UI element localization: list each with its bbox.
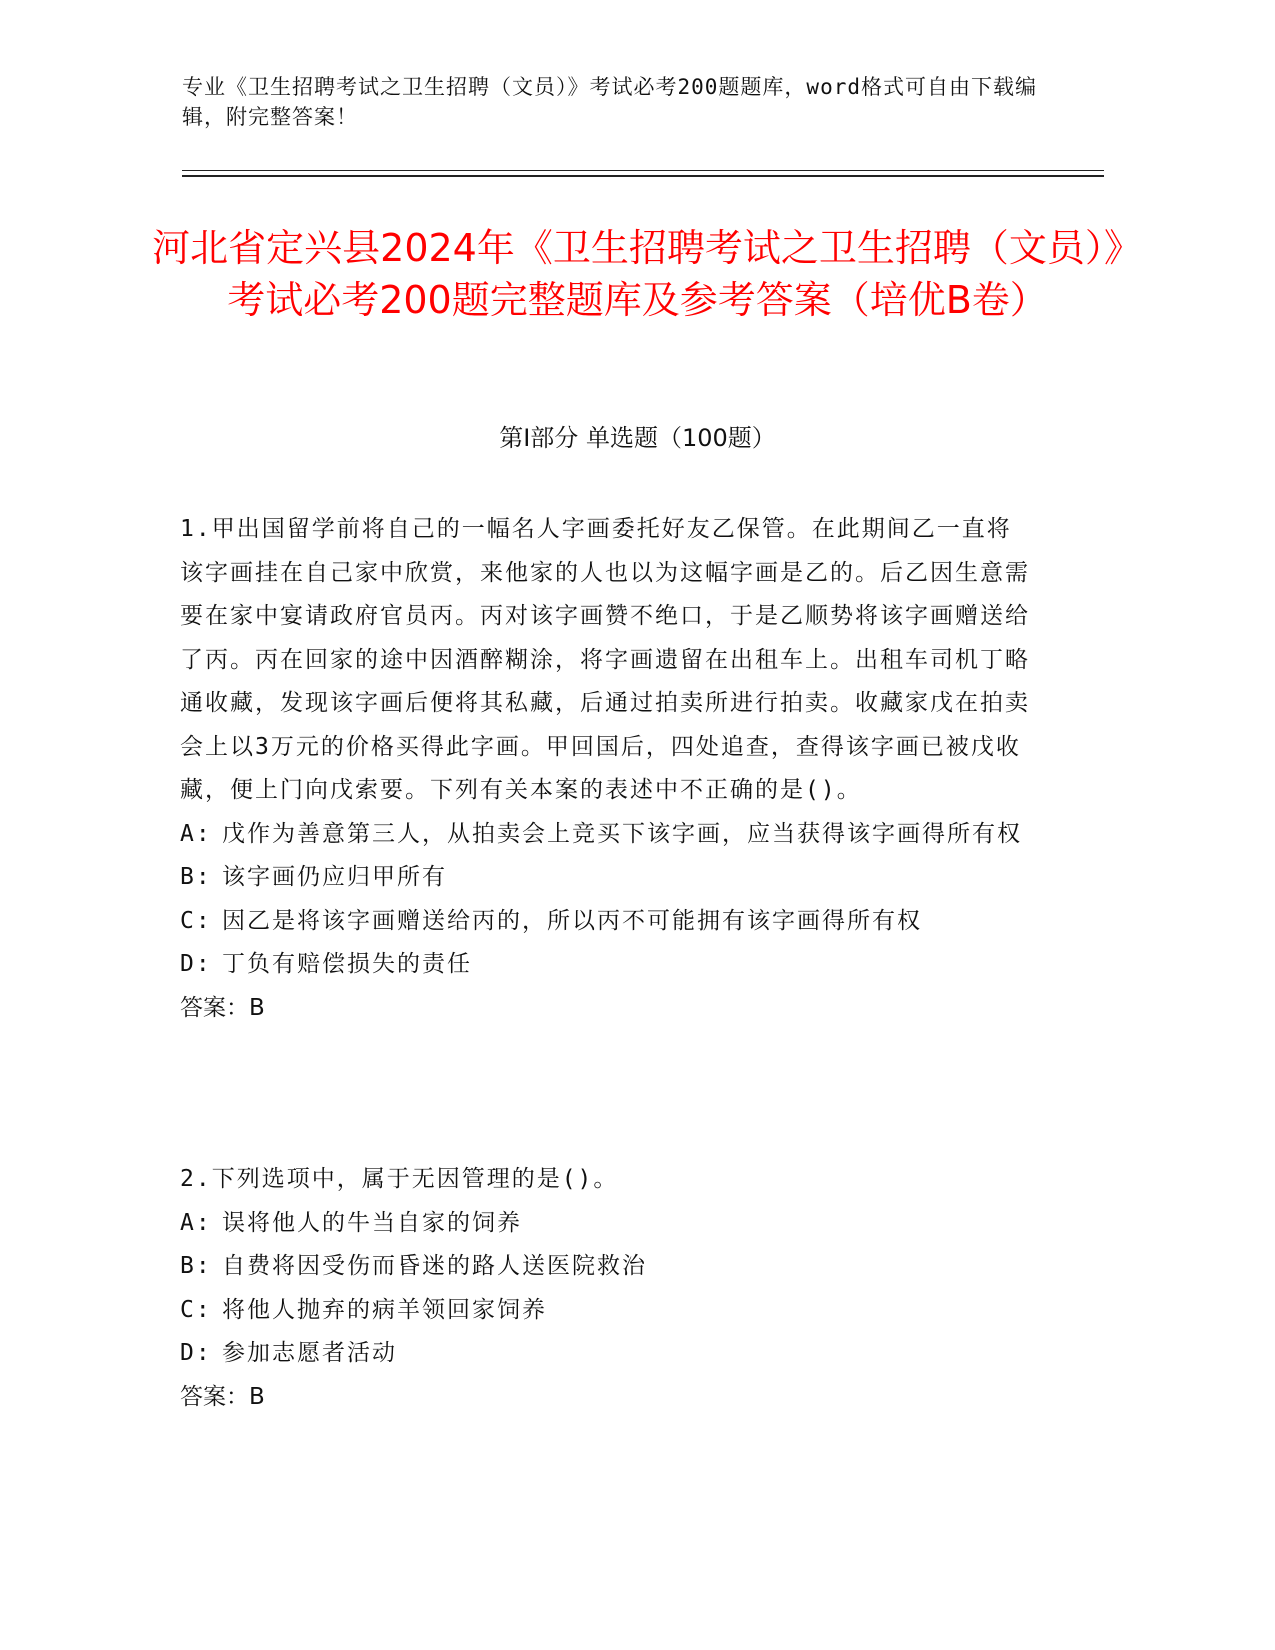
question-stem: 1.甲出国留学前将自己的一幅名人字画委托好友乙保管。在此期间乙一直将该字画挂在自己家中欣赏，来他家的人也以为这幅字画是乙的。后乙因生意需要在家中宴请政府官员丙。丙对该字画赞不绝口，于是乙顺势将该字画赠送给了丙。丙在回家的途中因酒醉糊涂，将字画遗留在出租车上。出租车司机丁略通收藏，发现该字画后便将其私藏，后通过拍卖所进行拍卖。收藏家戊在拍卖会上以3万元的价格买得此字画。甲回国后，四处追查，查得该字画已被戊收藏，便上门向戊索要。下列有关本案的表述中不正确的是()。 [180, 516, 1030, 803]
option-key: B: [180, 864, 212, 890]
option-text: 该字画仍应归甲所有 [222, 864, 447, 890]
option-text: 将他人抛弃的病羊领回家饲养 [222, 1296, 547, 1323]
option-key: D: [180, 1340, 212, 1366]
option-text: 参加志愿者活动 [222, 1340, 397, 1366]
option-key: C: [180, 1296, 212, 1323]
question-1 [180, 508, 1030, 1030]
option-text: 误将他人的牛当自家的饲养 [222, 1209, 522, 1236]
question-2 [180, 1158, 1030, 1419]
header-note: 专业《卫生招聘考试之卫生招聘（文员）》考试必考200题题库，word格式可自由下载编辑，附完整答案！ [182, 75, 1037, 129]
answer-line: 答案：B [180, 994, 265, 1021]
option-b [180, 856, 1030, 900]
option-a [180, 813, 1030, 857]
option-d [180, 1332, 1030, 1376]
option-a [180, 1202, 1030, 1246]
section-heading: 第Ⅰ部分 单选题（100题） [499, 424, 776, 452]
option-text: 丁负有赔偿损失的责任 [222, 951, 472, 977]
option-d [180, 943, 1030, 987]
option-text: 戊作为善意第三人，从拍卖会上竞买下该字画，应当获得该字画得所有权 [222, 820, 1022, 847]
document-title: 河北省定兴县2024年《卫生招聘考试之卫生招聘（文员）》考试必考200题完整题库及参考答案（培优B卷） [152, 226, 1123, 322]
option-key: A: [180, 1209, 212, 1236]
option-key: C: [180, 907, 212, 934]
answer-line: 答案：B [180, 1383, 265, 1410]
header-divider-thin [182, 170, 1104, 171]
option-text: 因乙是将该字画赠送给丙的，所以丙不可能拥有该字画得所有权 [222, 907, 922, 934]
header-divider-thick [182, 175, 1104, 177]
option-key: D: [180, 951, 212, 977]
option-c [180, 900, 1030, 944]
option-key: B: [180, 1253, 212, 1279]
option-b [180, 1245, 1030, 1289]
option-c [180, 1289, 1030, 1333]
option-text: 自费将因受伤而昏迷的路人送医院救治 [222, 1253, 647, 1279]
option-key: A: [180, 820, 212, 847]
question-stem: 2.下列选项中，属于无因管理的是()。 [180, 1166, 619, 1192]
